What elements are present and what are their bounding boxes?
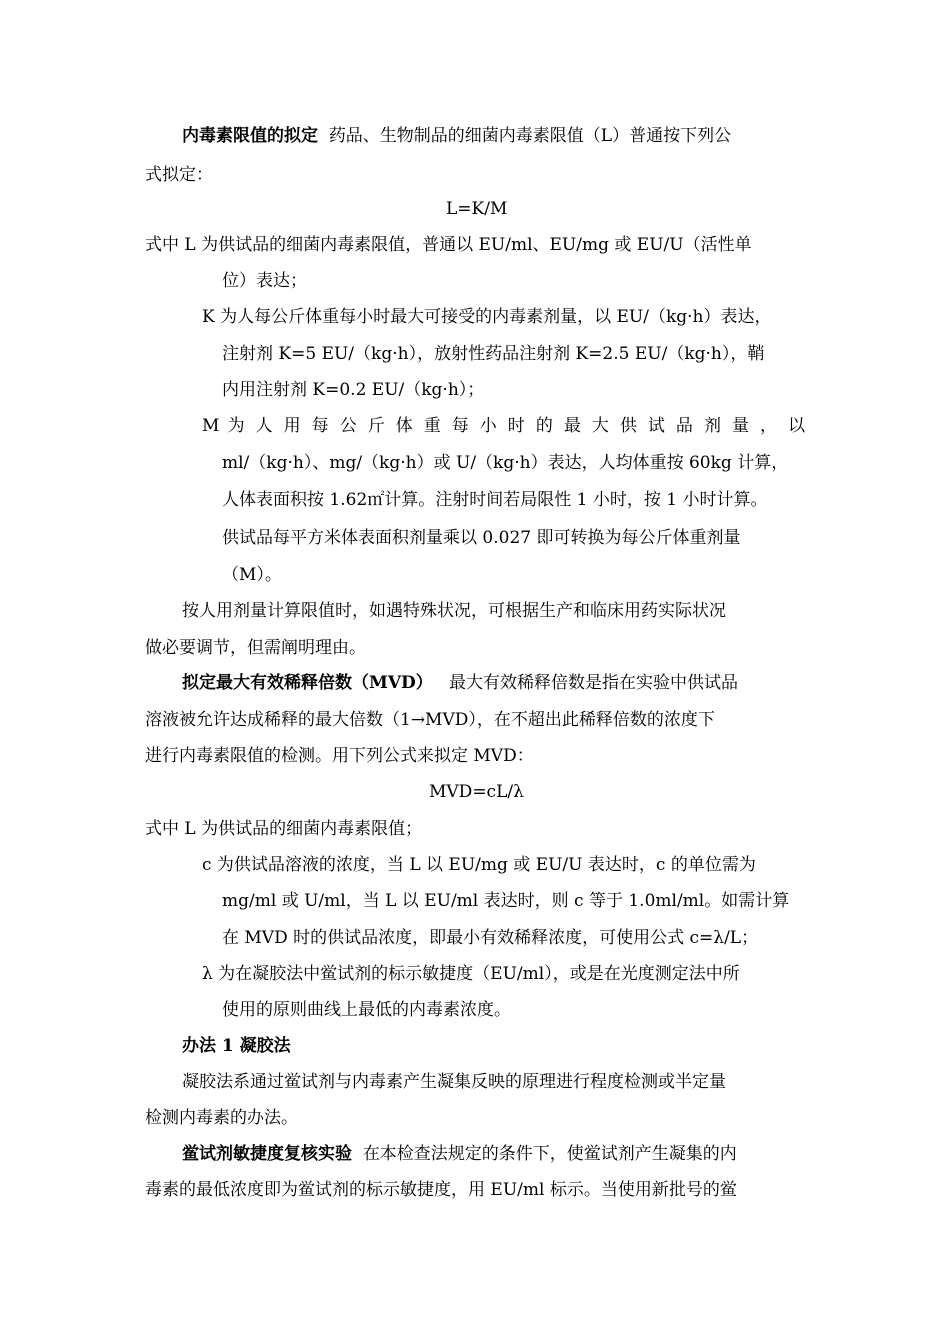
formula: MVD=cL/λ [429, 782, 524, 802]
text: 药品、生物制品的细菌内毒素限值（L）普通按下列公 [328, 126, 732, 146]
definition-line: ml/（kg·h）、mg/（kg·h）或 U/（kg·h）表达，人均体重按 60kg 计算， [222, 453, 789, 473]
definition-line: 注射剂 K=5 EU/（kg·h），放射性药品注射剂 K=2.5 EU/（kg·h），鞘 [222, 344, 765, 364]
section-heading-mvd: 拟定最大有效稀释倍数（MVD） [182, 673, 433, 693]
definition-line: 式中 L 为供试品的细菌内毒素限值，普通以 EU/ml、EU/mg 或 EU/U（活性单 [145, 235, 752, 255]
paragraph-line: 凝胶法系通过鲎试剂与内毒素产生凝集反映的原理进行程度检测或半定量 [182, 1072, 726, 1092]
paragraph-line: 式拟定： [145, 165, 213, 185]
paragraph-line: 毒素的最低浓度即为鲎试剂的标示敏捷度，用 EU/ml 标示。当使用新批号的鲎 [145, 1180, 737, 1200]
paragraph-line: 溶液被允许达成稀释的最大倍数（1→MVD），在不超出此稀释倍数的浓度下 [145, 710, 715, 730]
paragraph-line [182, 128, 731, 145]
definition-line: 供试品每平方米体表面积剂量乘以 0.027 即可转换为每公斤体重剂量 [222, 528, 741, 548]
definition-line: 式中 L 为供试品的细菌内毒素限值； [145, 819, 423, 839]
definition-line: （M）。 [222, 565, 282, 585]
definition-line: mg/ml 或 U/ml，当 L 以 EU/ml 表达时，则 c 等于 1.0ml/ml。如需计算 [222, 891, 790, 911]
paragraph-line: 按人用剂量计算限值时，如遇特殊状况，可根据生产和临床用药实际状况 [182, 601, 726, 621]
text: 在本检查法规定的条件下，使鲎试剂产生凝集的内 [362, 1144, 737, 1164]
definition-line: K 为人每公斤体重每小时最大可接受的内毒素剂量，以 EU/（kg·h）表达， [202, 307, 772, 327]
text: 最大有效稀释倍数是指在实验中供试品 [448, 673, 738, 693]
definition-line: 内用注射剂 K=0.2 EU/（kg·h）； [222, 380, 485, 400]
paragraph-line: 检测内毒素的办法。 [145, 1108, 298, 1128]
section-heading-recheck: 鲎试剂敏捷度复核实验 [182, 1144, 352, 1164]
section-heading-limit: 内毒素限值的拟定 [182, 126, 318, 146]
paragraph-line [182, 675, 738, 692]
definition-line: λ 为在凝胶法中鲎试剂的标示敏捷度（EU/ml），或是在光度测定法中所 [202, 964, 740, 984]
definition-line: 位）表达； [222, 271, 307, 291]
section-heading-method1: 办法 1 凝胶法 [182, 1036, 291, 1056]
paragraph-line [182, 1146, 737, 1163]
paragraph-line: 进行内毒素限值的检测。用下列公式来拟定 MVD： [145, 746, 534, 766]
paragraph-line: 做必要调节，但需阐明理由。 [145, 638, 366, 658]
definition-line: 在 MVD 时的供试品浓度，即最小有效稀释浓度，可使用公式 c=λ/L； [222, 928, 759, 948]
definition-line: c 为供试品溶液的浓度，当 L 以 EU/mg 或 EU/U 表达时，c 的单位需为 [202, 855, 756, 875]
definition-line: 人体表面积按 1.62㎡计算。注射时间若局限性 1 小时，按 1 小时计算。 [222, 490, 768, 510]
formula: L=K/M [446, 199, 508, 219]
definition-line: M 为 人 用 每 公 斤 体 重 每 小 时 的 最 大 供 试 品 剂 量 ， 以 [202, 416, 805, 436]
definition-line: 使用的原则曲线上最低的内毒素浓度。 [222, 1000, 511, 1020]
